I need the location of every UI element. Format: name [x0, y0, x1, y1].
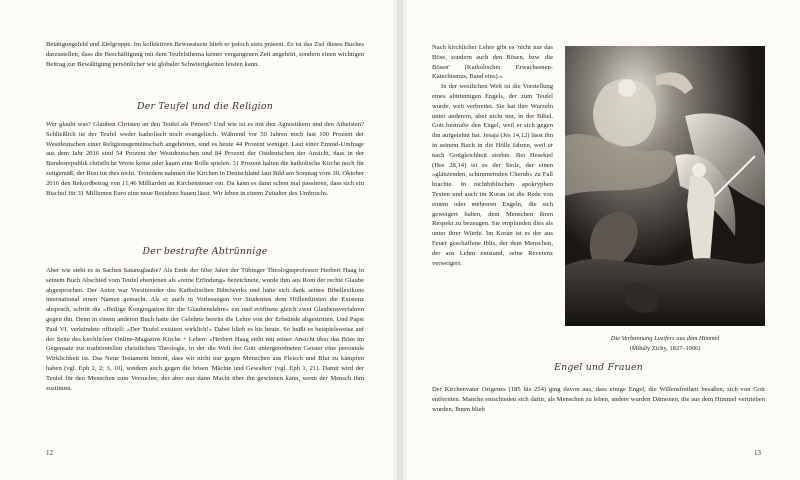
- page-number-right: 13: [754, 449, 761, 457]
- section-heading-abtruennige: Der bestrafte Abtrünnige: [142, 246, 268, 257]
- engraving-illustration: [565, 46, 765, 326]
- column-paragraph-2: In der westlichen Welt ist die Vorstellung eines abtrünnigen Engels, der zum Teufel wurde, weit verbreitet. Sie hat ihre Wurzeln unter anderem, aber nicht nur, in der Bibel. Gott bestrafte den Engel, weil er sich gegen ihn aufgelehnt hat. Jesaja (Jes 14,12) lässt ihn in seinem Buch in die Hölle fahren, weil er nach Gottgleichheit strebte. Bei Hesekiel (Hes 28,14) ist es der Stolz, der einen »glänzenden, schimmernden Cherub« zu Fall brachte. In nichtbiblischen apokryphen Texten und auch im Koran ist die Rede von einem oder mehreren Engeln, die sich geweigert haben, dem Menschen ihren Respekt zu bezeugen. Sie empfanden dies als unter ihrer Würde. Im Koran ist es der aus Feuer geschaffene Iblis, der dem Menschen, der aus Lehm entstand, seine Reverenz verweigert.: [432, 83, 553, 267]
- archangel-head: [692, 163, 706, 177]
- column-text: [432, 43, 553, 268]
- section-paragraph-religion: Wer glaubt was? Glauben Christen an den Teufel als Person? Und wie ist es mit den Agnostikern und den Atheisten? Schließlich ist der Teufel weder katholisch noch evangelisch. Während vor 50 Jahren noch fast 100 Prozent der Westdeutschen einer Religionsgemeinschaft angehörten, sind es heute 44 Prozent weniger. Laut einer Emnid-Umfrage aus dem Jahr 2016 sind 54 Prozent der Westdeutschen und 84 Prozent der Ostdeutschen der Ansicht, dass in der Bundesrepublik christliche Werte keine oder kaum eine Rolle spielen. 31 Prozent halten die katholische Kirche noch für zeitgemäß, der Rest tut dies nicht. Trotzdem nahmen die Kirchen in Deutschland laut Bild am Sonntag vom 30. Oktober 2016 den Rekordbetrag von 11,46 Milliarden an Kirchensteuer ein. Da kann es dann schon mal passieren, dass sich ein Bischof für 31 Millionen Euro eine neue Residenz bauen lässt. Wir leben in einem Zeitalter des Umbruchs.: [46, 121, 364, 197]
- engraving-svg: [565, 46, 765, 326]
- caption-credit: (Mihály Zichy, 1827–1906): [629, 344, 701, 352]
- page-number-left: 12: [46, 449, 53, 457]
- abyss-clouds: [565, 258, 765, 326]
- section-paragraph-abtruennige: Aber wie steht es in Sachen Satansglaube? Als Ende der 60er Jahre der Tübinger Theologieprofessor Herbert Haag in seinem Buch Abschied vom Teufel ebenjenen als »reine Erfindung« bezeichnete, wurde ihm aus Rom der rechte Glaube abgesprochen. Der Autor war Vorsitzender des Katholischen Bibelwerks und hatte sich dank seines Bibellexikons international einen Namen gemacht. Als er auch in Vorlesungen vor Studenten dem Höllenfürsten die Existenz absprach, schritt die »Heilige Kongregation für die Glaubenslehre« ein und eröffnete gleich zwei Glaubensverfahren gegen ihn. Denn in einem anderen Buch hatte der Gelehrte bereits die Lehre von der Erbsünde abgestritten. Und Papst Paul VI. verkündete offiziell: »Der Teufel existiert wirklich!« Dabei blieb es bis heute. So heißt es beispielsweise auf der Seite des kirchlichen Online-Magazins Kirche + Leben: »Herbert Haag steht mit seiner Ansicht über das Böse im Gegensatz zur traditionellen christlichen Theologie, in der die Welt der Gott untergeordneten Geister eine personale Wirklichkeit ist. Das Neue Testament betont, dass wir nicht nur gegen Menschen aus Fleisch und Blut zu kämpfen haben (vgl. Eph 2, 2; 3, 10), sondern auch gegen die bösen 'Mächte und Gewalten' (vgl. Eph 1, 21). Damit wird der Teufel für den Menschen zum Versucher, der aber nur dann Macht über ihn gewinnen kann, wenn der Mensch ihm zustimmt.: [46, 267, 364, 392]
- column-paragraph-1: Nach kirchlicher Lehre gibt es 'nicht nur das Böse, sondern auch den Bösen, bzw. die Bösen' (Katholischer Erwachsenen-Katechismus, Band eins).«: [432, 44, 553, 81]
- intro-paragraph: Betätigungsfeld und Zielgruppe. Im kollektiven Bewusstsein blieb er jedoch stets präsent. Es ist das Ziel dieses Buches darzustellen, dass die Beschäftigung mit dem Teufelsthema keiner vergangenen Zeit angehört, sondern einen wichtigen Beitrag zur Bewältigung persönlicher wie globaler Schwierigkeiten leisten kann.: [46, 41, 364, 68]
- section-heading-religion: Der Teufel und die Religion: [137, 101, 273, 112]
- god-head: [618, 79, 636, 97]
- section-heading-engel-frauen: Engel und Frauen: [554, 362, 643, 373]
- figure-caption: [560, 334, 770, 353]
- right-page: [402, 0, 800, 480]
- full-width-paragraph: Der Kirchenvater Origenes (185 bis 254) ging davon aus, dass einige Engel, die Willensfreiheit besaßen, sich von Gott entfernten. Manche entschieden sich dafür, als Menschen zu leben, andere wurden Dämonen, die aus dem Himmel vertrieben wurden. Ihnen blieb: [432, 386, 765, 413]
- caption-title: Die Verbannung Luzifers aus dem Himmel: [610, 335, 720, 342]
- left-page: [0, 0, 398, 480]
